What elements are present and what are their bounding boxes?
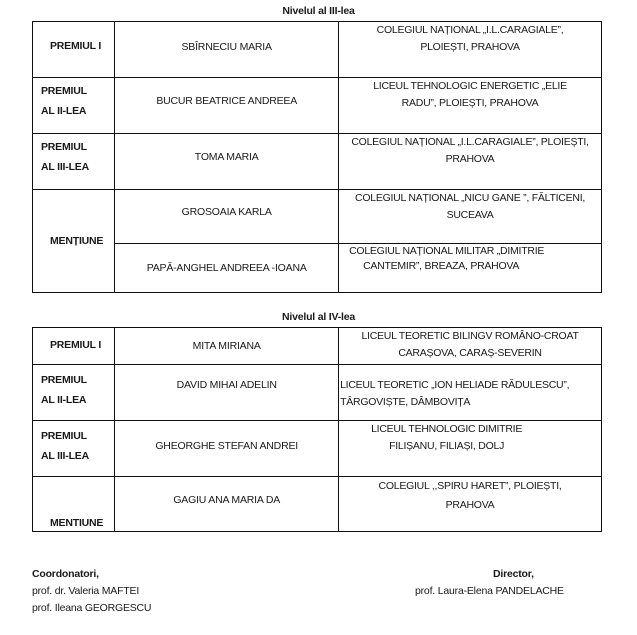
coordinator-name: prof. Ileana GEORGESCU: [32, 602, 152, 614]
school-cell: [339, 22, 602, 78]
table-row: [33, 190, 602, 244]
student-name: DAVID MIHAI ADELIN: [176, 379, 277, 391]
student-name: PAPĂ-ANGHEL ANDREEA -IOANA: [146, 262, 307, 274]
student-name: MITA MIRIANA: [192, 340, 261, 352]
award-label: PREMIUL: [41, 374, 87, 386]
school-cell: [339, 134, 602, 190]
school-line: TÂRGOVIȘTE, DÂMBOVIȚA: [340, 396, 471, 408]
table-row: [33, 22, 602, 78]
school-line: SUCEAVA: [446, 209, 494, 221]
award-cell: [33, 190, 115, 293]
table-row: [33, 328, 602, 365]
award-label: PREMIUL: [41, 141, 87, 153]
school-line: CANTEMIR”, BREAZA, PRAHOVA: [363, 260, 520, 272]
award-label: AL II-LEA: [41, 394, 87, 406]
director-name: prof. Laura-Elena PANDELACHE: [415, 585, 564, 597]
name-cell: [115, 22, 339, 78]
coordinators-label: Coordonatori,: [32, 568, 99, 580]
award-label: MENTIUNE: [50, 517, 104, 529]
level-4-title: Nivelul al IV-lea: [281, 311, 356, 323]
award-cell: [33, 477, 115, 532]
school-cell: [339, 421, 602, 477]
school-cell: [339, 477, 602, 532]
award-cell: [33, 365, 115, 421]
school-cell: [339, 328, 602, 365]
award-cell: [33, 22, 115, 78]
school-line: CARAȘOVA, CARAȘ-SEVERIN: [398, 347, 542, 359]
name-cell: [115, 134, 339, 190]
school-line: PRAHOVA: [445, 499, 495, 511]
student-name: GHEORGHE STEFAN ANDREI: [155, 440, 298, 452]
award-cell: [33, 134, 115, 190]
award-label: PREMIUL I: [50, 40, 102, 52]
award-cell: [33, 328, 115, 365]
name-cell: [115, 421, 339, 477]
award-label: AL III-LEA: [41, 161, 89, 173]
award-cell: [33, 421, 115, 477]
award-label: PREMIUL I: [50, 339, 102, 351]
level-4-results-table: [32, 327, 602, 532]
table-row: [33, 365, 602, 421]
school-line: LICEUL TEHNOLOGIC DIMITRIE: [371, 423, 523, 435]
student-name: TOMA MARIA: [194, 151, 259, 163]
school-line: RADU”, PLOIEȘTI, PRAHOVA: [401, 97, 539, 109]
name-cell: [115, 244, 339, 293]
school-line: COLEGIUL NAȚIONAL „NICU GANE ”, FĂLTICENI,: [355, 192, 586, 204]
coordinator-name: prof. dr. Valeria MAFTEI: [32, 585, 140, 597]
school-line: LICEUL TEORETIC BILINGV ROMÂNO-CROAT: [361, 330, 579, 342]
student-name: GROSOAIA KARLA: [181, 206, 272, 218]
award-cell: [33, 78, 115, 134]
table-row: [33, 134, 602, 190]
school-cell: [339, 190, 602, 244]
table-row: [33, 78, 602, 134]
name-cell: [115, 477, 339, 532]
school-line: LICEUL TEHNOLOGIC ENERGETIC „ELIE: [373, 80, 567, 92]
award-label: AL III-LEA: [41, 450, 89, 462]
student-name: BUCUR BEATRICE ANDREEA: [156, 95, 298, 107]
name-cell: [115, 190, 339, 244]
student-name: GAGIU ANA MARIA DA: [173, 494, 281, 506]
director-label: Director,: [493, 568, 534, 580]
table-row: [33, 421, 602, 477]
student-name: SBÎRNECIU MARIA: [181, 41, 272, 53]
award-label: AL II-LEA: [41, 105, 87, 117]
school-line: COLEGIUL NAȚIONAL „I.L.CARAGIALE”,: [376, 24, 564, 36]
level-3-results-table: [32, 21, 602, 293]
school-line: COLEGIUL ,,SPIRU HARET”, PLOIEȘTI,: [378, 480, 562, 492]
director-block: [415, 566, 575, 600]
school-line: FILIȘANU, FILIAȘI, DOLJ: [389, 440, 505, 452]
award-label: PREMIUL: [41, 430, 87, 442]
coordinators-block: [32, 566, 151, 617]
award-label: PREMIUL: [41, 85, 87, 97]
school-line: PRAHOVA: [445, 153, 495, 165]
school-line: COLEGIUL NAȚIONAL MILITAR „DIMITRIE: [349, 245, 545, 257]
award-label: MENȚIUNE: [50, 235, 104, 247]
school-cell: [339, 244, 602, 293]
school-line: LICEUL TEORETIC „ION HELIADE RĂDULESCU”,: [340, 379, 570, 391]
school-cell: [339, 365, 602, 421]
school-line: PLOIEȘTI, PRAHOVA: [420, 41, 520, 53]
level-3-title: Nivelul al III-lea: [282, 5, 355, 17]
school-cell: [339, 78, 602, 134]
name-cell: [115, 365, 339, 421]
name-cell: [115, 328, 339, 365]
name-cell: [115, 78, 339, 134]
table-row: [33, 477, 602, 532]
table-row: [33, 244, 602, 293]
school-line: COLEGIUL NAȚIONAL „I.L.CARAGIALE”, PLOIEȘTI,: [351, 136, 589, 148]
